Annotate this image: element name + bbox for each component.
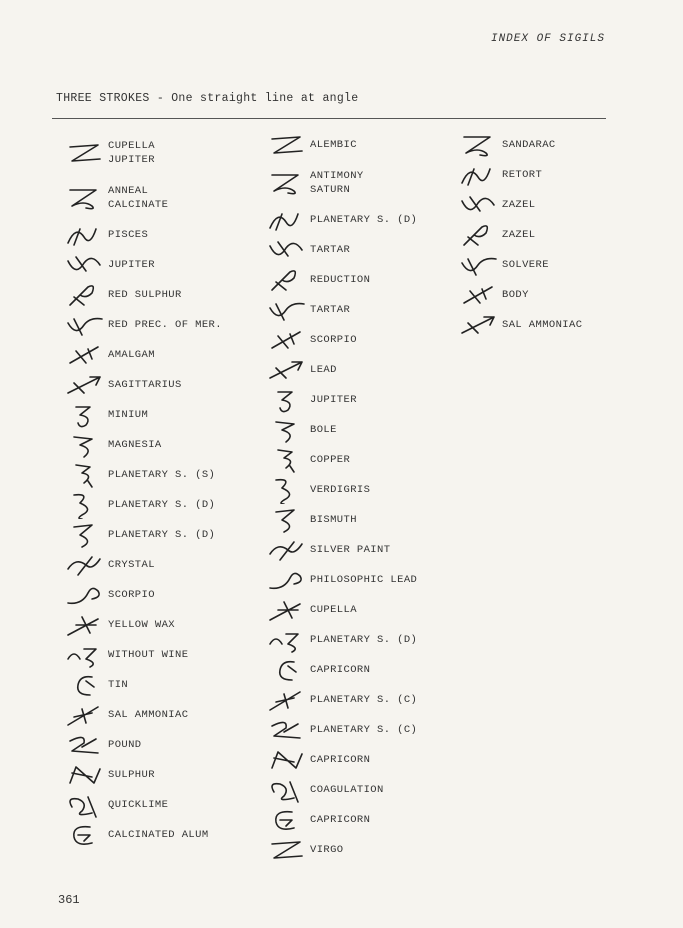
sigil-name: ZAZEL bbox=[502, 229, 536, 241]
sigil-zazel2-icon bbox=[456, 221, 502, 249]
page-number: 361 bbox=[58, 893, 80, 907]
sigil-names bbox=[310, 393, 357, 407]
sigil-names bbox=[310, 363, 337, 377]
sigil-sandarac-icon bbox=[456, 131, 502, 159]
sigil-tartar-icon bbox=[264, 236, 310, 264]
sigil-names bbox=[310, 333, 357, 347]
sigil-entry bbox=[264, 415, 454, 445]
sigil-entry bbox=[62, 580, 262, 610]
sigil-names bbox=[108, 139, 155, 167]
sigil-amalgam-icon bbox=[62, 341, 108, 369]
sigil-calcinated-alum-icon bbox=[62, 821, 108, 849]
sigil-names bbox=[108, 708, 188, 722]
sigil-entry bbox=[62, 340, 262, 370]
sigil-entry bbox=[456, 130, 626, 160]
sigil-entry bbox=[456, 250, 626, 280]
sigil-names bbox=[108, 378, 182, 392]
sigil-name: SILVER PAINT bbox=[310, 544, 391, 556]
sigil-entry bbox=[264, 655, 454, 685]
sigil-tartar2-icon bbox=[264, 296, 310, 324]
sigil-entry bbox=[62, 220, 262, 250]
sigil-name: RED PREC. OF MER. bbox=[108, 319, 222, 331]
sigil-red-prec-icon bbox=[62, 311, 108, 339]
sigil-name: RETORT bbox=[502, 169, 543, 181]
sigil-lead-icon bbox=[264, 356, 310, 384]
sigil-capricorn2-icon bbox=[264, 746, 310, 774]
sigil-entry bbox=[62, 610, 262, 640]
sigil-entry bbox=[62, 250, 262, 280]
sigil-names bbox=[108, 408, 148, 422]
sigil-name: CRYSTAL bbox=[108, 559, 155, 571]
sigil-pound-icon bbox=[62, 731, 108, 759]
sigil-minium-icon bbox=[62, 401, 108, 429]
sigil-name: PISCES bbox=[108, 229, 149, 241]
sigil-name: SANDARAC bbox=[502, 139, 556, 151]
sigil-retort-icon bbox=[456, 161, 502, 189]
sigil-entry bbox=[264, 745, 454, 775]
sigil-sagittarius-icon bbox=[62, 371, 108, 399]
sigil-names bbox=[310, 843, 344, 857]
sigil-names bbox=[310, 723, 417, 737]
sigil-names bbox=[310, 513, 357, 527]
sigil-name: POUND bbox=[108, 739, 142, 751]
sigil-name: SCORPIO bbox=[108, 589, 155, 601]
sigil-entry bbox=[62, 130, 262, 175]
sigil-names bbox=[310, 213, 417, 227]
sigil-name: TARTAR bbox=[310, 304, 351, 316]
sigil-philosophic-lead-icon bbox=[264, 566, 310, 594]
sigil-entry bbox=[264, 715, 454, 745]
sigil-sal-ammoniac2-icon bbox=[456, 311, 502, 339]
sigil-name: CAPRICORN bbox=[310, 814, 371, 826]
sigil-entry bbox=[264, 130, 454, 160]
sigil-entry bbox=[264, 205, 454, 235]
sigil-entry bbox=[62, 400, 262, 430]
sigil-names bbox=[310, 753, 370, 767]
sigil-sulphur-icon bbox=[62, 761, 108, 789]
sigil-name: CAPRICORN bbox=[310, 664, 371, 676]
sigil-name: YELLOW WAX bbox=[108, 619, 176, 631]
sigil-entry bbox=[62, 640, 262, 670]
sigil-silver-paint-icon bbox=[264, 536, 310, 564]
sigil-entry bbox=[62, 175, 262, 220]
section-divider bbox=[52, 118, 606, 119]
sigil-alembic-icon bbox=[264, 131, 310, 159]
sigil-names bbox=[502, 258, 549, 272]
sigil-name: PHILOSOPHIC LEAD bbox=[310, 574, 418, 586]
sigil-entry bbox=[264, 775, 454, 805]
sigil-scorpio-icon bbox=[62, 581, 108, 609]
sigil-entry bbox=[264, 805, 454, 835]
sigil-names bbox=[310, 603, 357, 617]
sigil-name: QUICKLIME bbox=[108, 799, 169, 811]
sigil-name: COAGULATION bbox=[310, 784, 384, 796]
sigil-entry bbox=[264, 445, 454, 475]
sigil-planetary-s-icon bbox=[62, 461, 108, 489]
sigil-entry bbox=[62, 280, 262, 310]
sigil-names bbox=[310, 663, 370, 677]
sigil-cupella-icon bbox=[264, 596, 310, 624]
sigil-antimony-icon bbox=[264, 169, 310, 197]
sigil-name: WITHOUT WINE bbox=[108, 649, 189, 661]
sigil-names bbox=[108, 768, 155, 782]
sigil-pisces-icon bbox=[62, 221, 108, 249]
sigil-name: BOLE bbox=[310, 424, 337, 436]
sigil-planetary-c-icon bbox=[264, 686, 310, 714]
sigil-entry bbox=[62, 520, 262, 550]
sigil-zazel-icon bbox=[456, 191, 502, 219]
sigil-names bbox=[310, 303, 350, 317]
sigil-names bbox=[108, 798, 168, 812]
sigil-name: REDUCTION bbox=[310, 274, 371, 286]
sigil-names bbox=[108, 738, 142, 752]
sigil-names bbox=[108, 528, 215, 542]
sigil-entry bbox=[264, 835, 454, 865]
sigil-entry bbox=[264, 565, 454, 595]
sigil-entry bbox=[62, 460, 262, 490]
sigil-name: BISMUTH bbox=[310, 514, 357, 526]
sigil-body-icon bbox=[456, 281, 502, 309]
sigil-names bbox=[108, 348, 155, 362]
sigil-entry bbox=[264, 385, 454, 415]
sigil-name: TIN bbox=[108, 679, 129, 691]
sigil-names bbox=[108, 678, 128, 692]
sigil-column-3 bbox=[456, 130, 626, 340]
sigil-names bbox=[108, 828, 209, 842]
sigil-without-wine-icon bbox=[62, 641, 108, 669]
sigil-names bbox=[502, 168, 542, 182]
sigil-name: SAL AMMONIAC bbox=[502, 319, 583, 331]
sigil-copper-icon bbox=[264, 446, 310, 474]
sigil-names bbox=[502, 138, 556, 152]
sigil-names bbox=[310, 633, 417, 647]
sigil-entry bbox=[456, 190, 626, 220]
sigil-name: VERDIGRIS bbox=[310, 484, 371, 496]
sigil-coagulation-icon bbox=[264, 776, 310, 804]
sigil-names bbox=[108, 618, 175, 632]
sigil-entry bbox=[264, 535, 454, 565]
sigil-names bbox=[108, 258, 155, 272]
sigil-names bbox=[108, 288, 182, 302]
sigil-name: CAPRICORN bbox=[310, 754, 371, 766]
sigil-names bbox=[108, 558, 155, 572]
sigil-entry bbox=[456, 280, 626, 310]
sigil-entry bbox=[264, 595, 454, 625]
sigil-name: PLANETARY S. (D) bbox=[108, 529, 216, 541]
section-title: THREE STROKES - One straight line at angle bbox=[56, 92, 359, 105]
sigil-entry bbox=[264, 265, 454, 295]
sigil-entry bbox=[62, 490, 262, 520]
sigil-column-1 bbox=[62, 130, 262, 850]
sigil-entry bbox=[456, 310, 626, 340]
sigil-entry bbox=[62, 760, 262, 790]
sigil-name: ANTIMONY bbox=[310, 169, 364, 182]
sigil-names bbox=[310, 169, 364, 197]
sigil-entry bbox=[264, 475, 454, 505]
sigil-entry bbox=[62, 790, 262, 820]
sigil-name: VIRGO bbox=[310, 844, 344, 856]
sigil-names bbox=[108, 318, 222, 332]
sigil-names bbox=[108, 498, 215, 512]
sigil-tin-icon bbox=[62, 671, 108, 699]
sigil-entry bbox=[62, 370, 262, 400]
sigil-capricorn3-icon bbox=[264, 806, 310, 834]
sigil-names bbox=[108, 648, 188, 662]
sigil-entry bbox=[264, 160, 454, 205]
sigil-entry bbox=[62, 550, 262, 580]
sigil-name: CUPELLA bbox=[310, 604, 357, 616]
sigil-name: SULPHUR bbox=[108, 769, 155, 781]
sigil-solvere-icon bbox=[456, 251, 502, 279]
sigil-name: JUPITER bbox=[310, 394, 357, 406]
sigil-name: MAGNESIA bbox=[108, 439, 162, 451]
sigil-name: PLANETARY S. (S) bbox=[108, 469, 216, 481]
sigil-names bbox=[310, 273, 370, 287]
sigil-names bbox=[310, 783, 384, 797]
sigil-name: JUPITER bbox=[108, 153, 155, 166]
sigil-names bbox=[310, 138, 357, 152]
sigil-crystal-icon bbox=[62, 551, 108, 579]
sigil-entry bbox=[264, 235, 454, 265]
sigil-names bbox=[502, 228, 536, 242]
sigil-entry bbox=[264, 505, 454, 535]
sigil-entry bbox=[264, 625, 454, 655]
page-header: INDEX OF SIGILS bbox=[490, 33, 605, 45]
sigil-planetary-d3-icon bbox=[264, 206, 310, 234]
sigil-entry bbox=[456, 160, 626, 190]
sigil-name: LEAD bbox=[310, 364, 337, 376]
sigil-name: CALCINATED ALUM bbox=[108, 829, 209, 841]
sigil-entry bbox=[264, 355, 454, 385]
sigil-names bbox=[310, 543, 390, 557]
sigil-planetary-d-icon bbox=[62, 491, 108, 519]
sigil-name: PLANETARY S. (D) bbox=[310, 634, 418, 646]
sigil-name: TARTAR bbox=[310, 244, 351, 256]
sigil-name: PLANETARY S. (D) bbox=[108, 499, 216, 511]
sigil-entry bbox=[62, 730, 262, 760]
sigil-name: ANNEAL bbox=[108, 184, 149, 197]
sigil-names bbox=[310, 483, 370, 497]
sigil-names bbox=[108, 438, 162, 452]
sigil-names bbox=[310, 243, 350, 257]
sigil-names bbox=[108, 588, 155, 602]
sigil-name: SOLVERE bbox=[502, 259, 549, 271]
sigil-entry bbox=[264, 325, 454, 355]
sigil-name: ALEMBIC bbox=[310, 139, 357, 151]
sigil-name: SAL AMMONIAC bbox=[108, 709, 189, 721]
sigil-entry bbox=[264, 295, 454, 325]
sigil-jupiter-icon bbox=[62, 251, 108, 279]
sigil-name: CUPELLA bbox=[108, 139, 155, 152]
sigil-name: BODY bbox=[502, 289, 529, 301]
sigil-names bbox=[502, 198, 536, 212]
sigil-name: RED SULPHUR bbox=[108, 289, 182, 301]
sigil-z-icon bbox=[62, 139, 108, 167]
sigil-names bbox=[502, 288, 529, 302]
sigil-entry bbox=[456, 220, 626, 250]
sigil-planetary-c2-icon bbox=[264, 716, 310, 744]
sigil-names bbox=[502, 318, 582, 332]
sigil-z-loop-icon bbox=[62, 184, 108, 212]
sigil-magnesia-icon bbox=[62, 431, 108, 459]
sigil-bole-icon bbox=[264, 416, 310, 444]
sigil-yellow-wax-icon bbox=[62, 611, 108, 639]
sigil-name: COPPER bbox=[310, 454, 351, 466]
sigil-name: MINIUM bbox=[108, 409, 149, 421]
sigil-name: CALCINATE bbox=[108, 198, 169, 211]
sigil-virgo-icon bbox=[264, 836, 310, 864]
sigil-names bbox=[108, 184, 168, 212]
sigil-planetary-d4-icon bbox=[264, 626, 310, 654]
sigil-names bbox=[310, 573, 417, 587]
sigil-entry bbox=[264, 685, 454, 715]
sigil-names bbox=[310, 423, 337, 437]
sigil-name: AMALGAM bbox=[108, 349, 155, 361]
sigil-verdigris-icon bbox=[264, 476, 310, 504]
sigil-scorpio2-icon bbox=[264, 326, 310, 354]
sigil-entry bbox=[62, 670, 262, 700]
sigil-names bbox=[108, 228, 148, 242]
sigil-entry bbox=[62, 310, 262, 340]
sigil-capricorn-icon bbox=[264, 656, 310, 684]
sigil-name: SATURN bbox=[310, 183, 351, 196]
sigil-entry bbox=[62, 430, 262, 460]
sigil-jupiter2-icon bbox=[264, 386, 310, 414]
sigil-column-2 bbox=[264, 130, 454, 865]
sigil-reduction-icon bbox=[264, 266, 310, 294]
sigil-planetary-d2-icon bbox=[62, 521, 108, 549]
sigil-quicklime-icon bbox=[62, 791, 108, 819]
sigil-red-sulphur-icon bbox=[62, 281, 108, 309]
sigil-name: JUPITER bbox=[108, 259, 155, 271]
sigil-name: SCORPIO bbox=[310, 334, 357, 346]
sigil-names bbox=[108, 468, 215, 482]
sigil-entry bbox=[62, 820, 262, 850]
sigil-names bbox=[310, 813, 370, 827]
sigil-name: SAGITTARIUS bbox=[108, 379, 182, 391]
sigil-name: PLANETARY S. (D) bbox=[310, 214, 418, 226]
sigil-entry bbox=[62, 700, 262, 730]
sigil-names bbox=[310, 453, 350, 467]
sigil-name: PLANETARY S. (C) bbox=[310, 694, 418, 706]
sigil-name: PLANETARY S. (C) bbox=[310, 724, 418, 736]
sigil-sal-ammoniac-icon bbox=[62, 701, 108, 729]
sigil-bismuth-icon bbox=[264, 506, 310, 534]
sigil-names bbox=[310, 693, 417, 707]
sigil-name: ZAZEL bbox=[502, 199, 536, 211]
